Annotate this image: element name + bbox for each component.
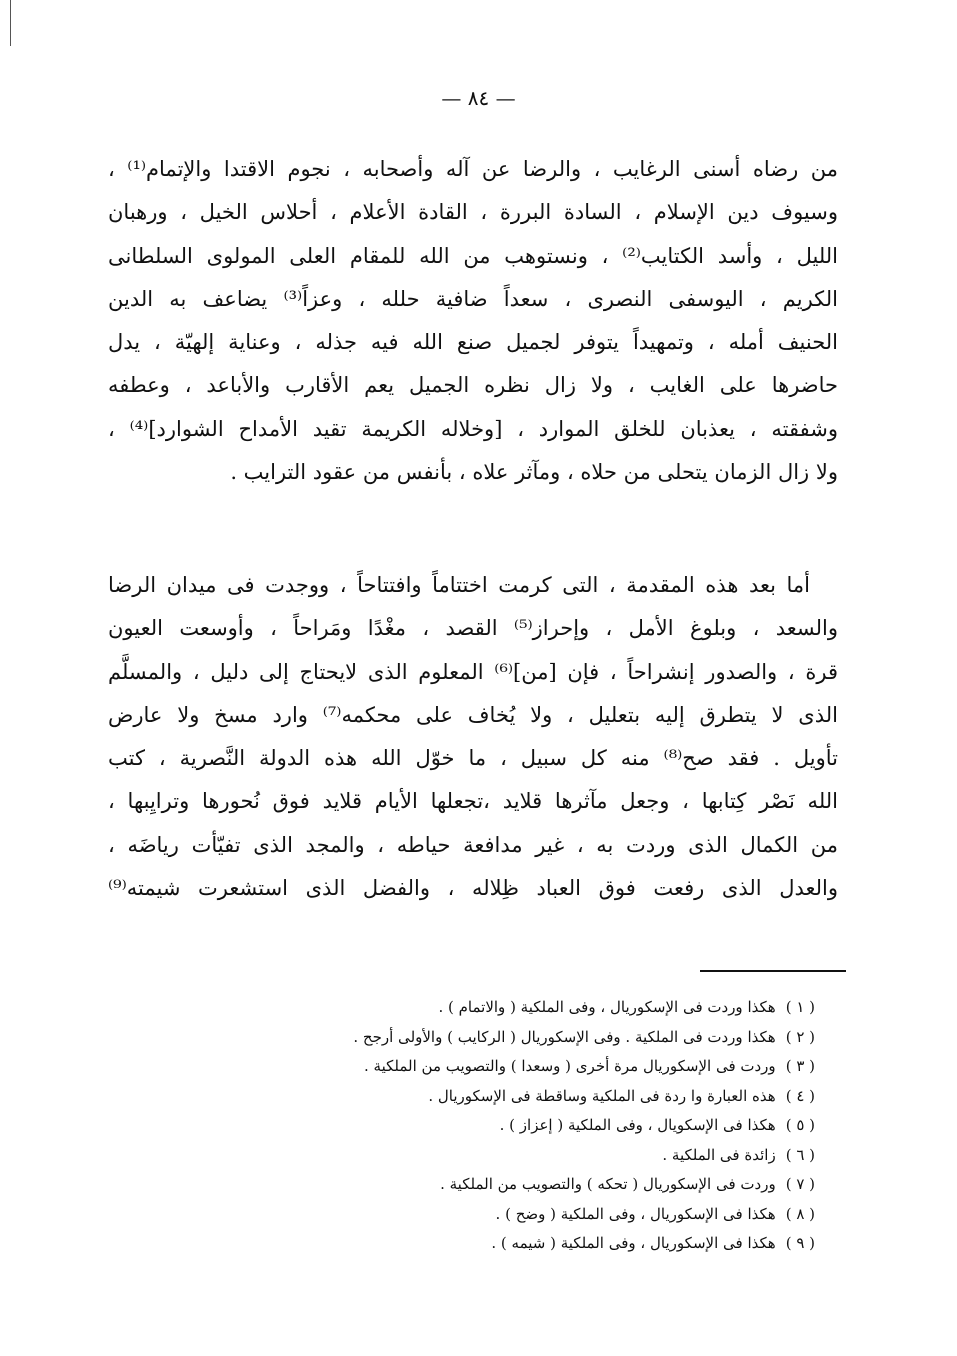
text-line: والعدل الذى رفعت فوق العباد ظِلاله ، والفضل الذى استشعرت شيمته⁽⁹⁾ <box>108 876 838 901</box>
footnote-text: هكذا وردت فى الملكية . وفى الإسكوريال ( الركايب ) والأولى أرجح . <box>353 1027 776 1046</box>
footnote <box>215 1023 815 1053</box>
footnote-number: ( ٥ ) <box>785 1116 815 1134</box>
footnote <box>215 1111 815 1141</box>
text-line: من الكمال الذى وردت به ، غير مدافعة حياطه ، والمجد الذى تفيّأت رياضَه ، <box>108 832 838 857</box>
scan-edge-line <box>10 0 11 46</box>
footnote <box>215 993 815 1023</box>
paragraph-2 <box>108 564 838 910</box>
text-line: من رضاه أسنى الرغايب ، والرضا عن آله وأصحابه ، نجوم الاقتدا والإتمام⁽¹⁾ ، <box>108 157 838 181</box>
footnote-text: وردت فى الإسكوريال مرة أخرى ( وسعدا ) والتصويب من الملكية . <box>364 1057 776 1075</box>
footnote <box>215 1170 815 1200</box>
text-line: وشفقته ، يعذبان للخلق الموارد ، [وخلاله الكريمة تقيد الأمداح الشوارد]⁽⁴⁾ ، <box>108 416 838 441</box>
footnote-text: هذه العبارة وا ردة فى الملكية وساقطة فى الإسكوريال . <box>428 1086 776 1105</box>
footnote-text: هكذا فى الإسكويال ، وفى الملكية ( إعزاز ) . <box>499 1116 776 1134</box>
text-line: وسيوف دين الإسلام ، السادة البررة ، القادة الأعلام ، أحلاس الخيل ، ورهبان <box>108 200 838 225</box>
footnote-text: هكذا وردت فى الإسكوريال ، وفى الملكية ( والاتمام ) . <box>438 998 776 1016</box>
footnote-number: ( ٤ ) <box>785 1086 815 1105</box>
text-line: ولا زال الزمان يتحلى من حلاه ، ومآثر علاه ، بأنفس من عقود الترايب . <box>230 460 838 485</box>
text-line: أما بعد هذه المقدمة ، التى كرمت اختتاماً وافتتاحاً ، ووجدت فى ميدان الرضا <box>108 573 810 597</box>
paragraph-1 <box>108 148 838 494</box>
text-line: الحنيف أمله ، وتمهيداً يتوفر لجميل صنع الله فيه جذله ، وعناية إلهيّة ، يدل <box>108 330 838 355</box>
footnote-number: ( ٢ ) <box>785 1027 815 1046</box>
page-number: — ٨٤ — <box>441 86 516 110</box>
footnote-number: ( ٨ ) <box>785 1204 815 1223</box>
footnote-text: وردت فى الإسكوريال ( تحكه ) والتصويب من الملكية . <box>440 1175 776 1193</box>
footnote <box>215 1229 815 1259</box>
footnote-text: هكذا فى الإسكوريال ، وفى الملكية ( وضح ) . <box>495 1204 776 1223</box>
text-line: الذى لا يتطرق إليه بتعليل ، ولا يُخاف على محكمه⁽⁷⁾ وارد مسخ ولا عارض <box>108 702 838 727</box>
footnotes <box>215 993 815 1259</box>
footnote-text: زائدة فى الملكية . <box>662 1145 776 1164</box>
footnote <box>215 1200 815 1230</box>
text-line: الله نَصْر كِتابها ، وجعل مآثرها قلايد ،تجعلها الأيام قلايد فوق نُحورها وترايِبها ، <box>108 789 838 814</box>
text-line: والسعد ، وبلوغ الأمل ، وإحراز⁽⁵⁾ القصد ، مغْدًا ومَراحاً ، وأوسعت العيون <box>108 616 838 641</box>
footnote <box>215 1082 815 1112</box>
footnote-number: ( ٣ ) <box>785 1057 815 1075</box>
footnote-separator <box>700 970 846 972</box>
text-line: الكريم ، اليوسفى النصرى ، سعداً ضافية حلله ، وعزاً⁽³⁾ يضاعف به الدين <box>108 286 838 311</box>
footnote <box>215 1141 815 1171</box>
text-line: قرة ، والصدور إنشراحاً ، فإن [من]⁽⁶⁾ المعلوم الذى لايحتاج إلى دليل ، والمسلَّم <box>108 659 838 684</box>
footnote-number: ( ٧ ) <box>785 1175 815 1193</box>
footnote-number: ( ١ ) <box>785 998 815 1016</box>
footnote-number: ( ٩ ) <box>785 1234 815 1252</box>
text-line: تأويل . فقد صح⁽⁸⁾ منه كل سبيل ، ما خوّل الله هذه الدولة النَّصرية ، كتب <box>108 746 838 771</box>
text-line: حاضرها على الغايب ، ولا زال نظره الجميل يعم الأقارب والأباعد ، وعطفه <box>108 373 838 398</box>
text-line: الليل ، وأسد الكتايب⁽²⁾ ، ونستوهب من الله للمقام العلى المولوى السلطانى <box>108 243 838 268</box>
footnote-number: ( ٦ ) <box>785 1145 815 1164</box>
footnote-text: هكذا فى الإسكوريال ، وفى الملكية ( شيمه ) . <box>491 1234 776 1252</box>
footnote <box>215 1052 815 1082</box>
